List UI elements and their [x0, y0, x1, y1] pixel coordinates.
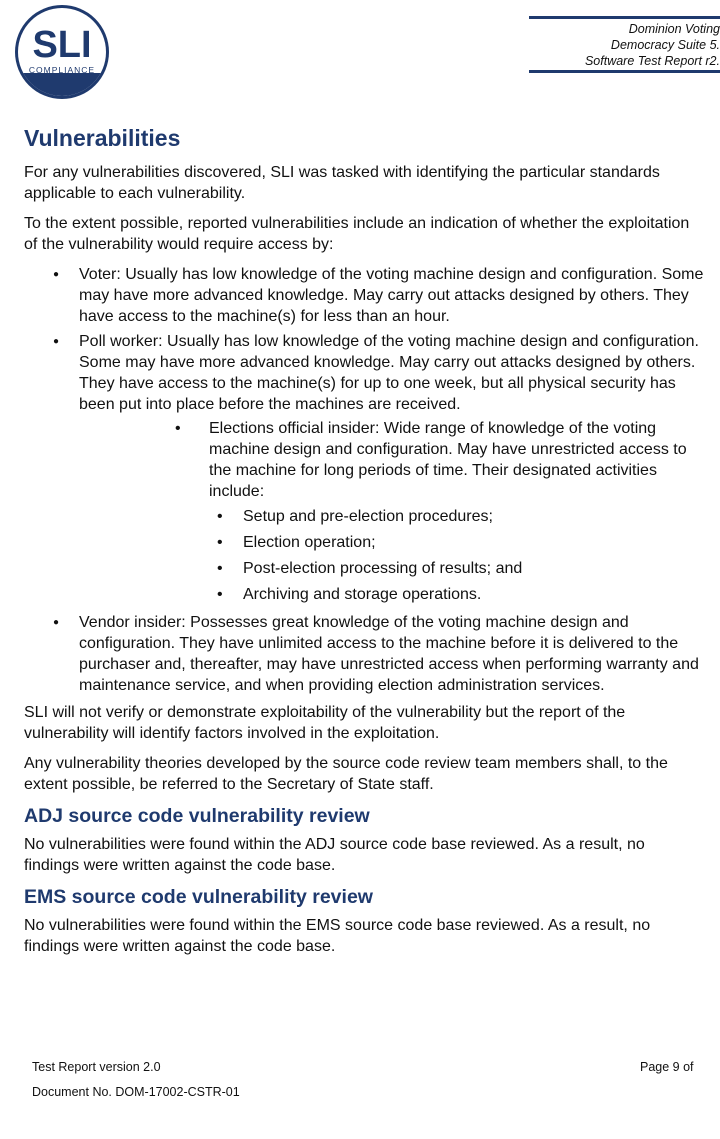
page-title: Vulnerabilities	[24, 125, 181, 151]
sli-compliance-logo	[11, 5, 113, 101]
header-line-suite: Democracy Suite 5.	[610, 38, 720, 52]
list-item-activity: • Archiving and storage operations.	[243, 584, 704, 605]
access-list	[24, 264, 704, 696]
list-item-voter: ● Voter: Usually has low knowledge of the voting machine design and configuration. Some may have more advanced knowledge. May carry out attacks designed by others. They have access to the machine(s) for less than an hour.	[79, 264, 704, 327]
paragraph: SLI will not verify or demonstrate exploitability of the vulnerability but the report of the vulnerability will identify factors involved in the exploitation.	[24, 704, 626, 742]
paragraph: To the extent possible, reported vulnerabilities include an indication of whether the exploitation of the vulnerability would require access by:	[24, 215, 690, 253]
header-text	[520, 21, 720, 69]
header-rule-top	[529, 16, 720, 19]
section-body-adj: No vulnerabilities were found within the ADJ source code base reviewed. As a result, no findings were written against the code base.	[24, 836, 645, 874]
header-rule-bottom	[529, 70, 720, 73]
list-item-activity: • Post-election processing of results; and	[243, 558, 704, 579]
list-item-insider-text: Elections official insider: Wide range of knowledge of the voting machine design and configuration. May have unrestricted access to the machine for long periods of time. Their designated activities include:	[209, 420, 687, 500]
activities-list	[209, 506, 704, 605]
footer-document-number: Document No. DOM-17002-CSTR-01	[32, 1085, 240, 1099]
list-item-activity: • Setup and pre-election procedures;	[243, 506, 704, 527]
section-heading-adj: ADJ source code vulnerability review	[24, 805, 370, 827]
list-item-activity: • Election operation;	[243, 532, 704, 553]
paragraph: For any vulnerabilities discovered, SLI was tasked with identifying the particular standards applicable to each vulnerability.	[24, 164, 660, 202]
section-heading-ems: EMS source code vulnerability review	[24, 886, 373, 908]
list-item-insider	[209, 418, 704, 605]
header-line-product: Dominion Voting	[628, 22, 720, 36]
logo-text: SLI	[32, 24, 92, 66]
footer-version: Test Report version 2.0	[32, 1060, 161, 1074]
insider-list	[79, 418, 704, 605]
paragraph: Any vulnerability theories developed by the source code review team members shall, to the extent possible, be referred to the Secretary of State staff.	[24, 755, 668, 793]
logo-subtext: COMPLIANCE	[28, 65, 96, 75]
list-item-poll-worker-text: Poll worker: Usually has low knowledge of the voting machine design and configuration. Some may have more advanced knowledge. May carry out attacks designed by others. They have access to the machine(s) for up to one week, but all physical security has been put into place before the machines are received.	[79, 333, 699, 413]
footer-page-number: Page 9 of	[640, 1060, 694, 1074]
list-item-vendor: ● Vendor insider: Possesses great knowledge of the voting machine design and configuration. They have unlimited access to the machine before it is delivered to the purchaser and, thereafter, may have unrestricted access when performing warranty and maintenance service, and when providing election administration services.	[79, 612, 704, 696]
document-body	[24, 124, 704, 966]
list-item-poll-worker	[79, 331, 704, 605]
header-line-report: Software Test Report r2.	[584, 54, 720, 68]
section-body-ems: No vulnerabilities were found within the EMS source code base reviewed. As a result, no findings were written against the code base.	[24, 917, 651, 955]
